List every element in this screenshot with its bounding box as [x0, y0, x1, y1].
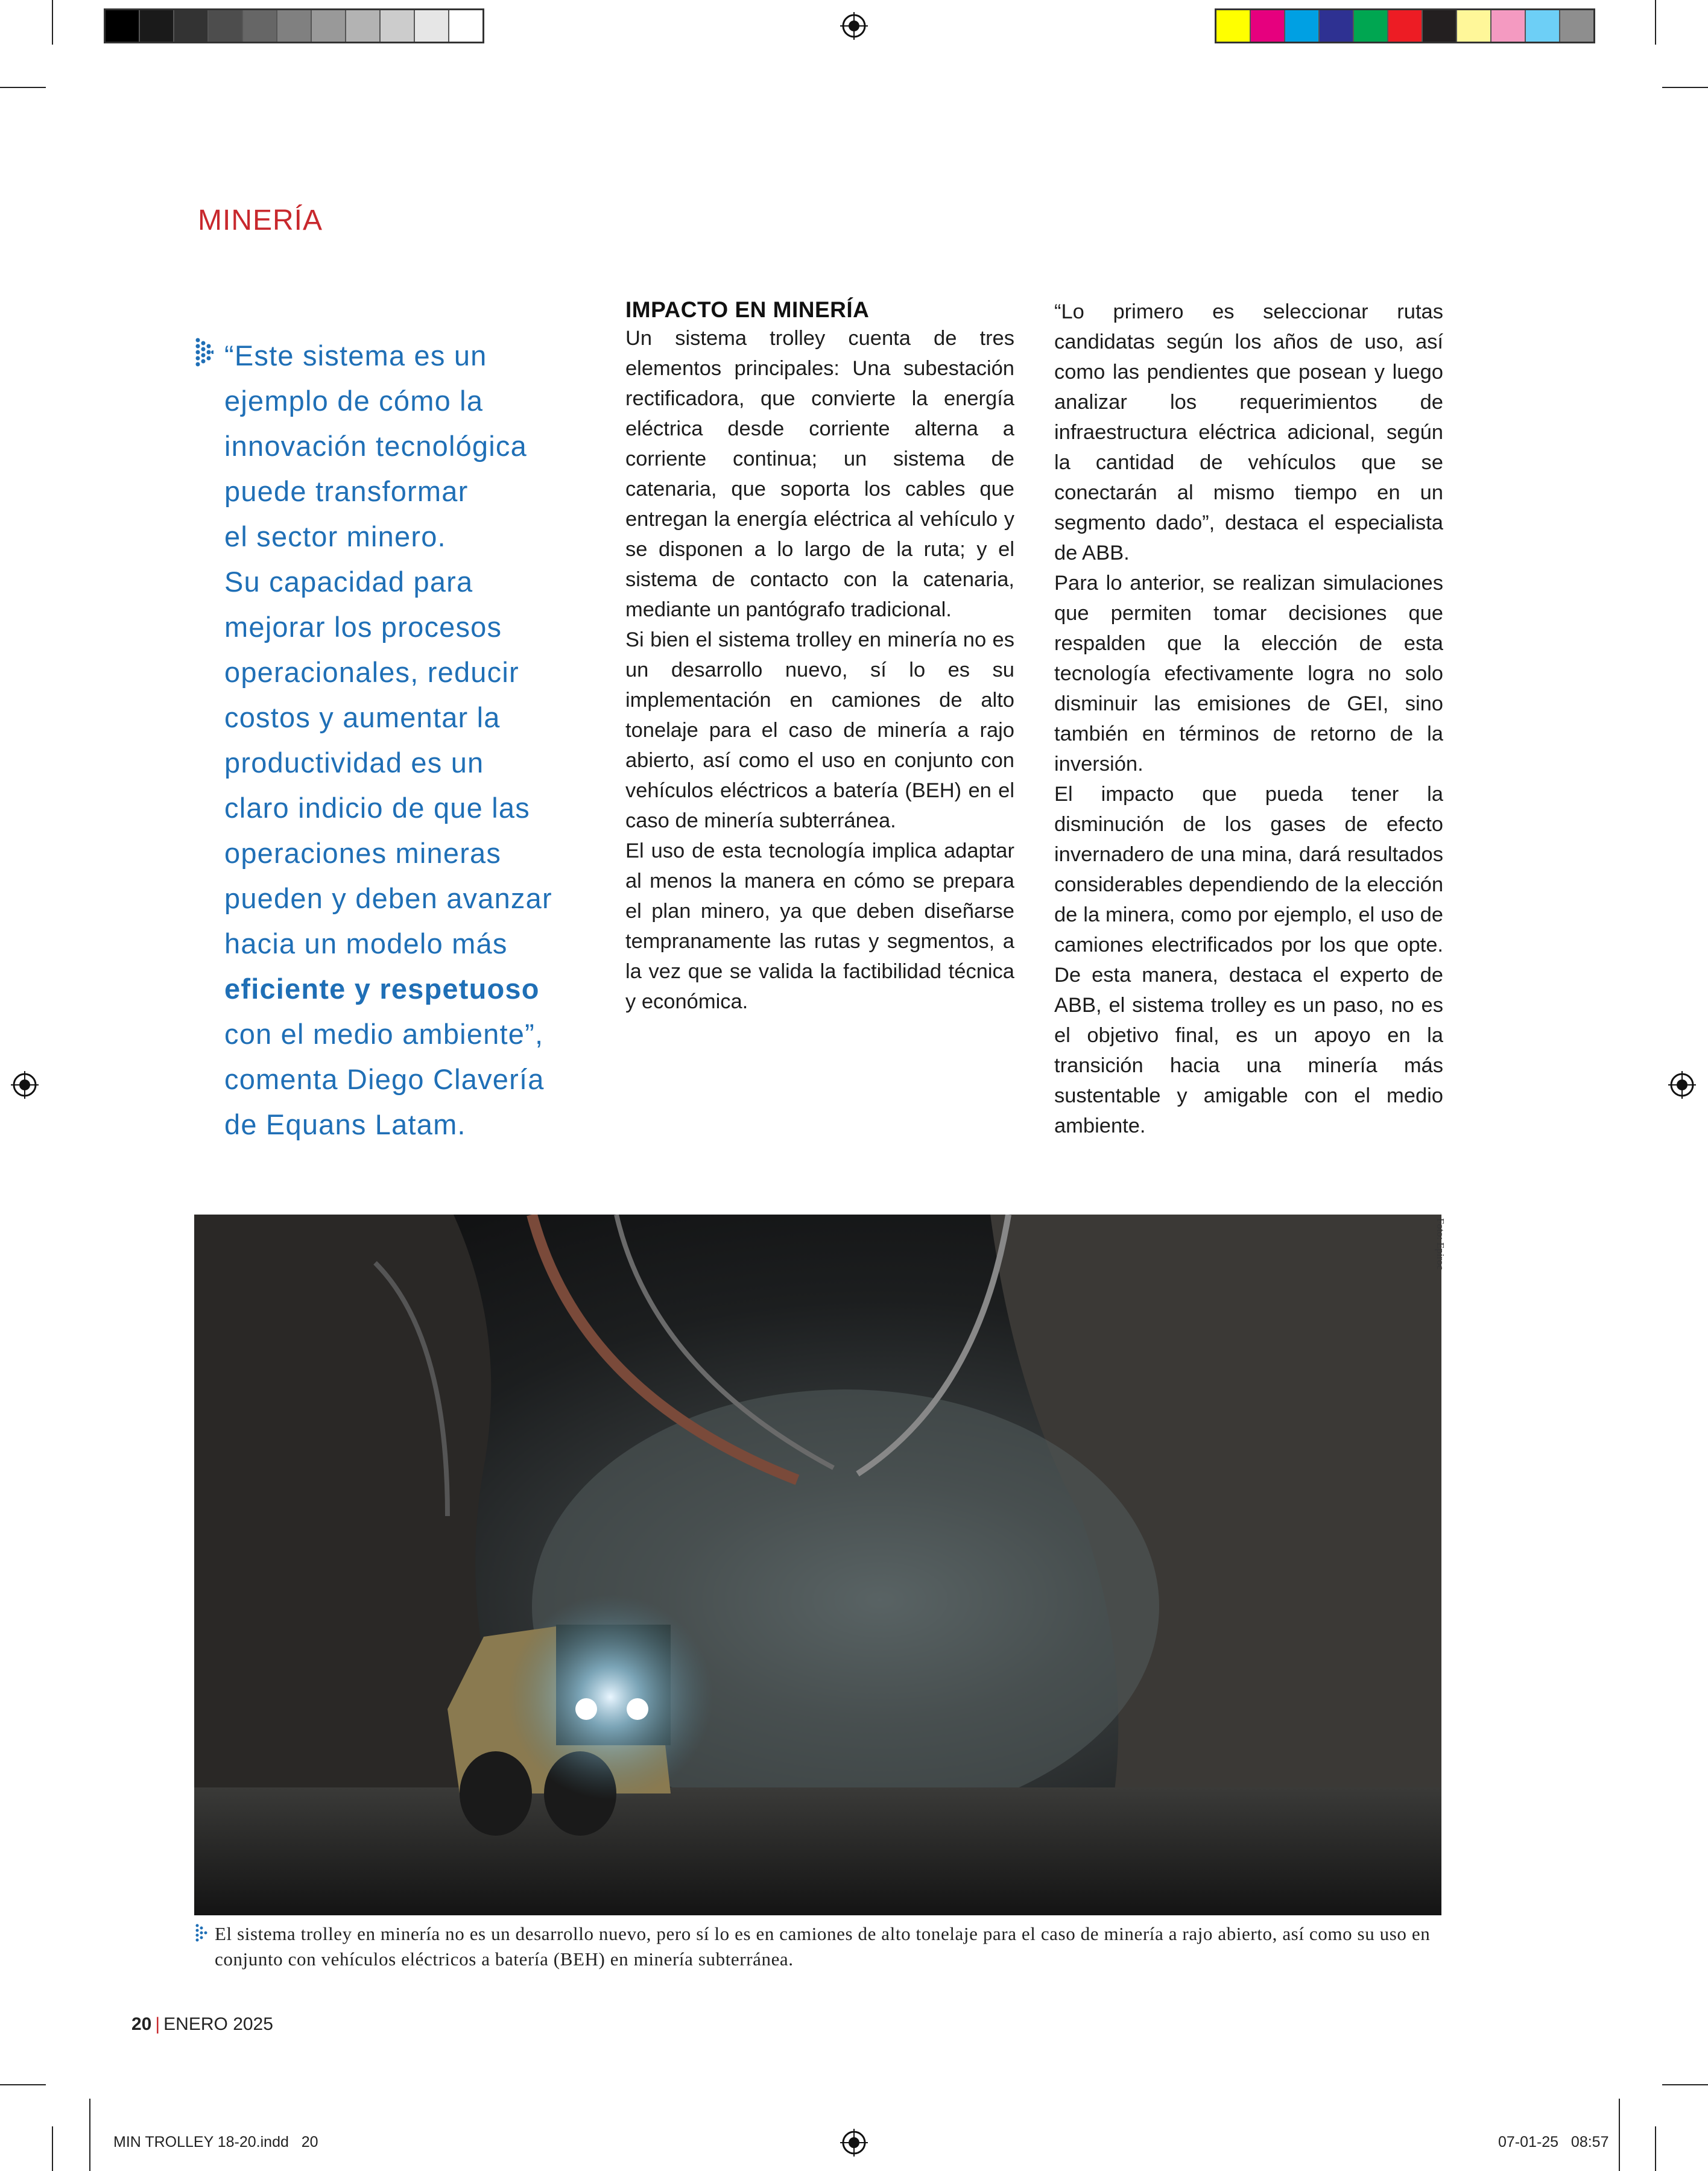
page-number: 20: [131, 2014, 152, 2034]
pull-quote-line: productividad es un: [224, 747, 484, 779]
article-paragraph: Un sistema trolley cuenta de tres elementos principales: Una subestación rectificadora, que convierte la energía eléctrica desde corriente alterna a corriente continua; un sistema de catenaria, que soporta los cables que entregan la energía eléctrica al vehículo y se disponen a lo largo de la ruta; y el sistema de contacto con la catenaria, mediante un pantógrafo tradicional.: [625, 327, 1014, 621]
crop-mark: [0, 87, 46, 88]
pull-quote-line: “Este sistema es un: [224, 340, 487, 371]
pull-quote-line: ejemplo de cómo la: [224, 385, 484, 417]
pull-quote-line: claro indicio de que las: [224, 792, 530, 824]
article-subheading: IMPACTO EN MINERÍA: [625, 297, 870, 322]
page-folio: [131, 2014, 273, 2035]
pull-quote: [224, 333, 586, 1147]
color-swatch: [1251, 10, 1285, 42]
photo-illustration: [194, 1215, 1441, 1915]
pull-quote-line: puede transformar: [224, 475, 469, 507]
pull-quote-line: de Equans Latam.: [224, 1108, 466, 1140]
crop-mark: [0, 2084, 46, 2085]
gray-swatch: [174, 10, 209, 42]
color-swatch: [1285, 10, 1320, 42]
mine-tunnel-photo: [194, 1215, 1441, 1915]
grayscale-bar: [104, 8, 484, 43]
section-title: MINERÍA: [198, 204, 323, 236]
article-paragraph: Si bien el sistema trolley en minería no es un desarrollo nuevo, sí lo es su implementación en camiones de alto tonelaje para el caso de minería a rajo abierto, así como el uso en conjunto con vehículos eléctricos a batería (BEH) en el caso de minería subterránea.: [625, 628, 1014, 832]
color-swatch: [1526, 10, 1560, 42]
gray-swatch: [449, 10, 482, 42]
gray-swatch: [346, 10, 381, 42]
crop-mark: [52, 2126, 53, 2171]
color-swatch: [1354, 10, 1388, 42]
color-swatch: [1491, 10, 1526, 42]
pull-quote-line: pueden y deben avanzar: [224, 882, 552, 914]
color-bar: [1215, 8, 1595, 43]
pull-quote-line: operacionales, reducir: [224, 656, 519, 688]
article-paragraph: “Lo primero es seleccionar rutas candidatas según los años de uso, así como las pendientes que posean y luego analizar los requerimientos de infraestructura eléctrica adicional, según la cantidad de vehículos que se conectarán al mismo tiempo en un segmento dado”, destaca el especialista de ABB.: [1054, 300, 1443, 564]
dotted-arrow-icon: [195, 338, 214, 368]
gray-swatch: [106, 10, 140, 42]
crop-mark: [1655, 0, 1656, 45]
pull-quote-line: con el medio ambiente”,: [224, 1018, 544, 1050]
article-paragraph: Para lo anterior, se realizan simulaciones que permiten tomar decisiones que respalden que la elección de esta tecnología efectivamente logra no solo disminuir las emisiones de GEI, sino también en términos de retorno de la inversión.: [1054, 572, 1443, 776]
pull-quote-line: mejorar los procesos: [224, 611, 502, 643]
crop-mark: [1662, 87, 1708, 88]
crop-mark: [52, 0, 53, 45]
gray-swatch: [277, 10, 312, 42]
slug-rule: [89, 2099, 90, 2171]
article-column-2: [1054, 297, 1443, 1141]
slug-filename: MIN TROLLEY 18-20.indd 20: [113, 2134, 318, 2150]
pull-quote-line: operaciones mineras: [224, 837, 502, 869]
color-swatch: [1560, 10, 1593, 42]
color-swatch: [1320, 10, 1354, 42]
color-swatch: [1423, 10, 1457, 42]
color-swatch: [1457, 10, 1491, 42]
pull-quote-line: innovación tecnológica: [224, 430, 527, 462]
gray-swatch: [381, 10, 415, 42]
article-column-1: [625, 297, 1014, 1017]
pull-quote-line: hacia un modelo más: [224, 927, 508, 959]
dotted-arrow-icon: [195, 1924, 209, 1945]
registration-mark-icon: [840, 12, 868, 40]
color-swatch: [1216, 10, 1251, 42]
registration-mark-icon: [11, 1071, 39, 1099]
pull-quote-line: el sector minero.: [224, 520, 446, 552]
pull-quote-line: costos y aumentar la: [224, 701, 501, 733]
registration-mark-icon: [840, 2129, 868, 2157]
photo-caption: El sistema trolley en minería no es un desarrollo nuevo, pero sí lo es en camiones de alto tonelaje para el caso de minería a rajo abierto, así como su uso en conjunto con vehículos eléctricos a batería (BEH) en minería subterránea.: [215, 1923, 1431, 1970]
gray-swatch: [140, 10, 174, 42]
gray-swatch: [209, 10, 243, 42]
pull-quote-line-bold: eficiente y respetuoso: [224, 973, 540, 1005]
gray-swatch: [312, 10, 346, 42]
gray-swatch: [415, 10, 449, 42]
color-swatch: [1388, 10, 1423, 42]
article-paragraph: El impacto que pueda tener la disminución de los gases de efecto invernadero de una mina, dará resultados considerables dependiendo de la elección de la minera, como por ejemplo, el uso de camiones electrificados por los que opte. De esta manera, destaca el experto de ABB, el sistema trolley es un paso, no es el objetivo final, es un apoyo en la transición hacia una minería más sustentable y amigable con el medio ambiente.: [1054, 783, 1443, 1137]
photo-credit: Foto: Epiroc: [1435, 1218, 1446, 1270]
article-paragraph: El uso de esta tecnología implica adaptar al menos la manera en cómo se prepara el plan minero, ya que deben diseñarse tempranamente las rutas y segmentos, a la vez que se valida la factibilidad técnica y económica.: [625, 839, 1014, 1013]
gray-swatch: [243, 10, 277, 42]
slug-rule: [1619, 2099, 1620, 2171]
slug-timestamp: 07-01-25 08:57: [1498, 2134, 1609, 2150]
crop-mark: [1662, 2084, 1708, 2085]
folio-separator: |: [155, 2014, 160, 2034]
registration-mark-icon: [1668, 1071, 1696, 1099]
pull-quote-line: Su capacidad para: [224, 566, 473, 598]
pull-quote-line: comenta Diego Clavería: [224, 1063, 545, 1095]
issue-date: ENERO 2025: [163, 2014, 273, 2034]
crop-mark: [1655, 2126, 1656, 2171]
